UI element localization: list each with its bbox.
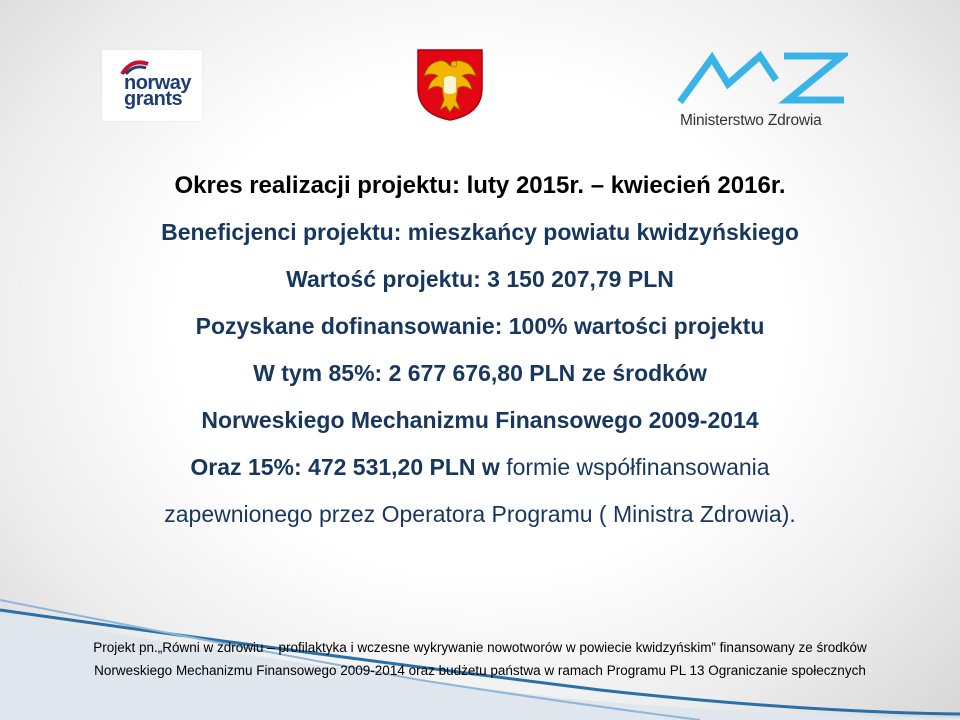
norway-grants-logo [102, 50, 202, 121]
ministry-caption: Ministerstwo Zdrowia [680, 112, 822, 129]
project-value: Wartość projektu: 3 150 207,79 PLN [286, 266, 674, 292]
project-funding-15-normal: formie współfinansowania [499, 454, 770, 480]
project-info [0, 162, 960, 538]
footer-line-2: Norweskiego Mechanizmu Finansowego 2009-2014 oraz budżetu państwa w ramach Programu PL 13 Ograniczanie społecznych [94, 663, 866, 678]
footer-note [0, 636, 960, 682]
project-funding-15 [0, 444, 960, 491]
project-funding-source: Norweskiego Mechanizmu Finansowego 2009-2014 [201, 407, 759, 433]
project-operator: zapewnionego przez Operatora Programu ( Ministra Zdrowia). [164, 501, 796, 527]
project-period: Okres realizacji projektu: luty 2015r. – kwiecień 2016r. [174, 172, 786, 199]
ministry-mz-mark-icon [672, 50, 848, 110]
project-beneficiaries: Beneficjenci projektu: mieszkańcy powiatu kwidzyńskiego [161, 219, 799, 245]
norway-grants-text [124, 72, 192, 110]
project-funding-15-bold: Oraz 15%: 472 531,20 PLN w [190, 454, 500, 480]
coat-of-arms-logo [414, 48, 486, 122]
norway-grants-line1: norway [124, 72, 192, 94]
ministry-of-health-logo [672, 50, 848, 134]
eagle-coat-of-arms-icon [414, 48, 486, 122]
project-funding-85: W tym 85%: 2 677 676,80 PLN ze środków [253, 360, 707, 386]
footer-line-1: Projekt pn.„Równi w zdrowiu – profilaktyka i wczesne wykrywanie nowotworów w powiecie kwidzyńskim” finansowany ze środków [93, 640, 867, 655]
project-funding: Pozyskane dofinansowanie: 100% wartości projektu [195, 313, 765, 339]
norway-grants-line2: grants [124, 88, 183, 110]
